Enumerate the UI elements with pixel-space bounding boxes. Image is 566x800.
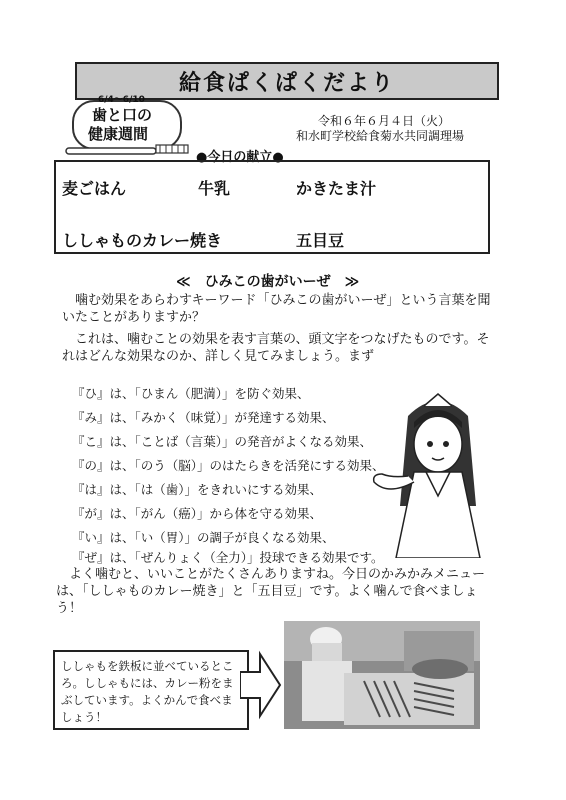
toothbrush-icon [64, 144, 192, 158]
himiko-illustration [368, 386, 508, 558]
photo-caption-box [53, 650, 249, 730]
week-dates: 6/4～6/10 [98, 95, 145, 105]
menu-item: 麦ごはん [62, 179, 127, 198]
article-title: ≪ ひみこの歯がいーぜ ≫ [176, 274, 360, 290]
health-week-badge [64, 92, 192, 158]
newsletter-title: 給食ぱくぱくだより [178, 70, 395, 96]
keyword-line: 『が』は、「がん（癌）」から体を守る効果、 [72, 506, 323, 521]
week-title-line1: 歯と口の [92, 106, 153, 124]
keyword-line: 『ひ』は、「ひまん（肥満）」を防ぐ効果、 [72, 386, 310, 401]
article-paragraph: 噛む効果をあらわすキーワード「ひみこの歯がいーぜ」という言葉を聞いたことがありますか？ [62, 293, 491, 325]
menu-item: ししゃものカレー焼き [62, 231, 223, 250]
article-paragraph: これは、噛むことの効果を表す言葉の、頭文字をつなげたものです。それはどんな効果なのか、詳しく見てみましょう。まず [62, 332, 490, 364]
keyword-line: 『の』は、「のう（脳）」のはたらきを活発にする効果、 [72, 458, 385, 473]
menu-box [54, 160, 490, 254]
menu-item: 牛乳 [198, 179, 231, 198]
keyword-line: 『こ』は、「ことば（言葉）」の発音がよくなる効果、 [72, 434, 373, 449]
menu-heading: ●今日の献立● [196, 150, 284, 165]
keyword-line: 『は』は、「は（歯）」をきれいにする効果、 [72, 482, 323, 497]
keyword-line: 『い』は、「い（胃）」の調子が良くなる効果、 [72, 530, 335, 545]
cooking-photo [284, 621, 480, 729]
photo-caption: ししゃもを鉄板に並べているところ。ししゃもには、カレー粉をまぶしています。よくかんで食べましょう！ [61, 659, 234, 724]
issue-date: 令和６年６月４日（火） [318, 114, 451, 128]
right-arrow-icon [240, 650, 282, 720]
keyword-line: 『み』は、「みかく（味覚）」が発達する効果、 [72, 410, 335, 425]
menu-item: かきたま汁 [296, 179, 377, 198]
article-paragraph: よく噛むと、いいことがたくさんありますね。今日のかみかみメニューは、「ししゃものカレー焼き」と「五目豆」です。よく噛んで食べましょう！ [56, 567, 486, 616]
keyword-line: 『ぜ』は、「ぜんりょく（全力）」投球できる効果です。 [72, 550, 384, 565]
kitchen-name: 和水町学校給食菊水共同調理場 [296, 129, 465, 143]
menu-item: 五目豆 [296, 231, 345, 250]
week-title-line2: 健康週間 [88, 125, 149, 143]
